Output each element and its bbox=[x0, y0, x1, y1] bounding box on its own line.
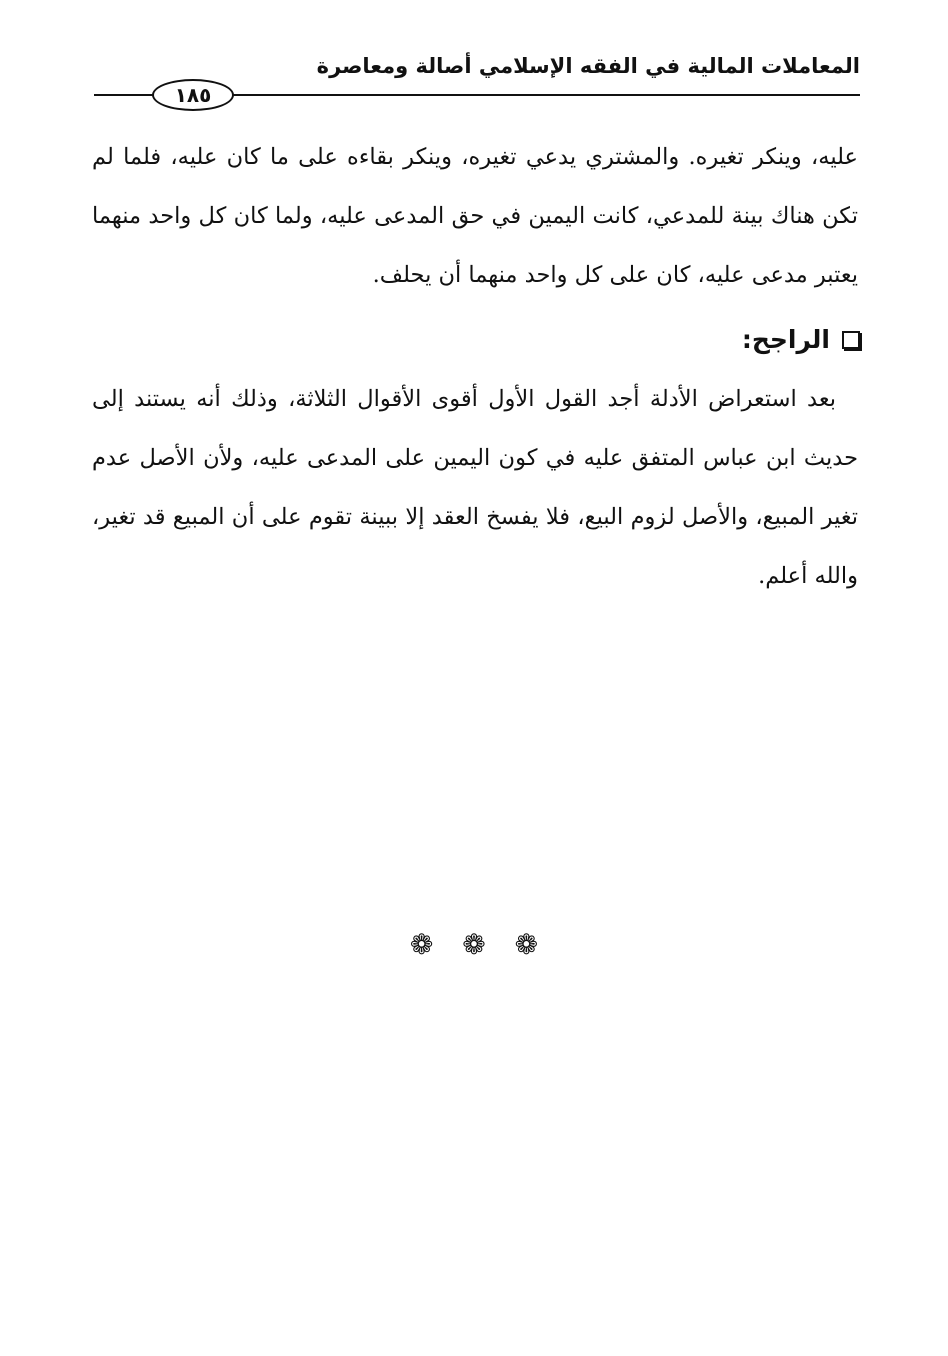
running-header-title: المعاملات المالية في الفقه الإسلامي أصالة ومعاصرة bbox=[316, 54, 860, 78]
paragraph-1: عليه، وينكر تغيره. والمشتري يدعي تغيره، وينكر بقاءه على ما كان عليه، فلما لم تكن هناك بينة للمدعي، كانت اليمين في حق المدعى عليه، ولما كان كل واحد منهما يعتبر مدعى عليه، كان على كل واحد منهما أن يحلف. bbox=[92, 144, 858, 288]
section-heading-label: الراجح: bbox=[741, 325, 830, 354]
square-bullet-icon bbox=[842, 331, 860, 349]
section-end-ornaments bbox=[0, 928, 948, 962]
section-heading bbox=[742, 318, 860, 362]
flower-ornament-icon: ❁ bbox=[462, 928, 486, 961]
paragraph-2: بعد استعراض الأدلة أجد القول الأول أقوى الأقوال الثلاثة، وذلك أنه يستند إلى حديث ابن عباس المتفق عليه في كون اليمين على المدعى عليه، ولأن الأصل عدم تغير المبيع، والأصل لزوم البيع، فلا يفسخ العقد إلا ببينة تقوم على أن المبيع قد تغير، والله أعلم. bbox=[92, 386, 858, 589]
page-number-badge: ١٨٥ bbox=[152, 79, 234, 111]
flower-ornament-icon: ❁ bbox=[409, 928, 434, 961]
flower-ornament-icon: ❁ bbox=[514, 928, 539, 961]
